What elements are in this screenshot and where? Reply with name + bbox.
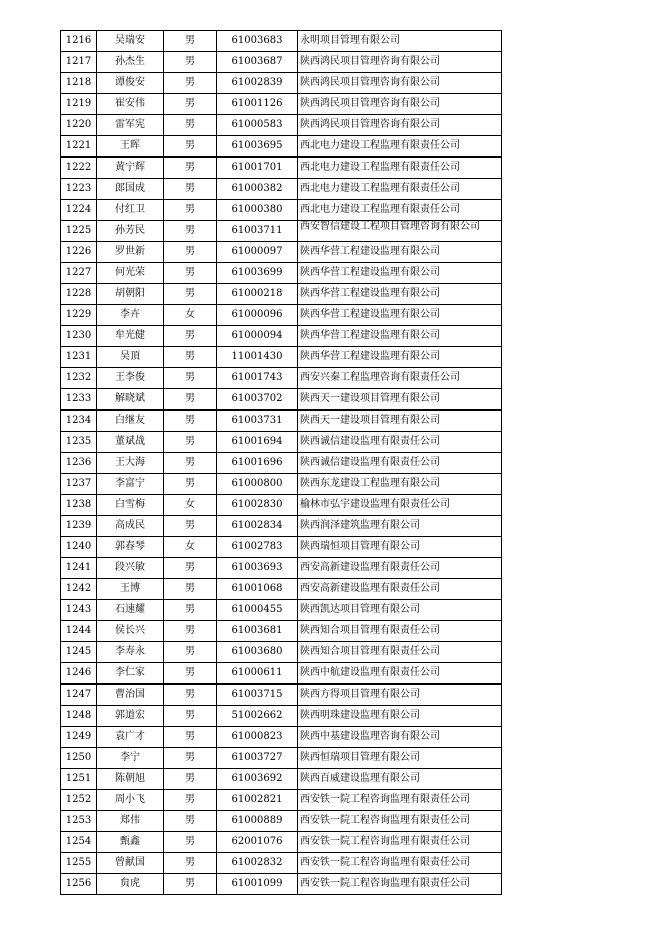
company-name-cell: 陕西润泽建筑监理有限公司 <box>298 516 502 537</box>
gender-cell: 男 <box>164 642 217 663</box>
row-number-cell: 1240 <box>61 537 97 558</box>
gender-cell: 男 <box>164 621 217 642</box>
row-number-cell: 1248 <box>61 706 97 727</box>
person-name-cell: 王李俊 <box>97 368 164 389</box>
certificate-number-cell: 61000800 <box>217 474 298 495</box>
table-row <box>61 579 502 600</box>
person-name-cell: 李宁 <box>97 748 164 769</box>
table-row <box>61 495 502 516</box>
row-number-cell: 1235 <box>61 432 97 453</box>
company-name-cell: 陕西华营工程建设监理有限公司 <box>298 263 502 284</box>
person-name-cell: 陈朝旭 <box>97 769 164 790</box>
company-name-cell: 西安智信建设工程项目管理咨询有限公司 <box>298 221 502 242</box>
gender-cell: 男 <box>164 94 217 115</box>
certificate-number-cell: 61001696 <box>217 453 298 474</box>
gender-cell: 男 <box>164 832 217 853</box>
table-row <box>61 115 502 136</box>
row-number-cell: 1238 <box>61 495 97 516</box>
company-name-cell: 西北电力建设工程监理有限责任公司 <box>298 200 502 221</box>
company-name-cell: 西安高新建设监理有限责任公司 <box>298 558 502 579</box>
certificate-number-cell: 61002832 <box>217 853 298 874</box>
row-number-cell: 1223 <box>61 179 97 200</box>
certificate-number-cell: 61003702 <box>217 389 298 411</box>
certificate-number-cell: 61003693 <box>217 558 298 579</box>
table-row <box>61 73 502 94</box>
company-name-cell: 陕西华营工程建设监理有限公司 <box>298 326 502 347</box>
table-row <box>61 94 502 115</box>
gender-cell: 女 <box>164 495 217 516</box>
certificate-number-cell: 61002783 <box>217 537 298 558</box>
company-name-cell: 西安兴秦工程监理咨询有限责任公司 <box>298 368 502 389</box>
company-name-cell: 陕西天一建设项目管理有限公司 <box>298 389 502 411</box>
gender-cell: 男 <box>164 432 217 453</box>
table-row <box>61 832 502 853</box>
person-name-cell: 付红卫 <box>97 200 164 221</box>
certificate-number-cell: 61002834 <box>217 516 298 537</box>
table-row <box>61 326 502 347</box>
company-name-cell: 陕西华营工程建设监理有限公司 <box>298 347 502 368</box>
company-name-cell: 陕西鸿民项目管理咨询有限公司 <box>298 73 502 94</box>
company-name-cell: 西北电力建设工程监理有限责任公司 <box>298 157 502 179</box>
table-row <box>61 642 502 663</box>
company-name-cell: 永明项目管理有限公司 <box>298 31 502 52</box>
person-name-cell: 崔安伟 <box>97 94 164 115</box>
company-name-cell: 西安铁一院工程咨询监理有限责任公司 <box>298 853 502 874</box>
certificate-number-cell: 61001701 <box>217 157 298 179</box>
table-row <box>61 621 502 642</box>
company-name-cell: 西安高新建设监理有限责任公司 <box>298 579 502 600</box>
gender-cell: 男 <box>164 136 217 158</box>
gender-cell: 男 <box>164 579 217 600</box>
company-name-cell: 西安铁一院工程咨询监理有限责任公司 <box>298 874 502 895</box>
table-body <box>61 31 502 895</box>
row-number-cell: 1227 <box>61 263 97 284</box>
person-name-cell: 甄鑫 <box>97 832 164 853</box>
person-name-cell: 李仁家 <box>97 663 164 685</box>
row-number-cell: 1218 <box>61 73 97 94</box>
person-name-cell: 孙芳民 <box>97 221 164 242</box>
row-number-cell: 1230 <box>61 326 97 347</box>
row-number-cell: 1226 <box>61 242 97 263</box>
gender-cell: 男 <box>164 115 217 136</box>
gender-cell: 男 <box>164 389 217 411</box>
gender-cell: 男 <box>164 179 217 200</box>
certificate-number-cell: 61000889 <box>217 811 298 832</box>
person-name-cell: 胡朝阳 <box>97 284 164 305</box>
company-name-cell: 西北电力建设工程监理有限责任公司 <box>298 136 502 158</box>
person-name-cell: 王大海 <box>97 453 164 474</box>
row-number-cell: 1246 <box>61 663 97 685</box>
company-name-cell: 陕西鸿民项目管理咨询有限公司 <box>298 52 502 73</box>
person-name-cell: 高成民 <box>97 516 164 537</box>
row-number-cell: 1252 <box>61 790 97 811</box>
row-number-cell: 1254 <box>61 832 97 853</box>
certificate-number-cell: 61003695 <box>217 136 298 158</box>
table-row <box>61 389 502 411</box>
gender-cell: 男 <box>164 790 217 811</box>
company-name-cell: 陕西东龙建设工程监理有限公司 <box>298 474 502 495</box>
table-row <box>61 600 502 621</box>
person-name-cell: 吴瑞安 <box>97 31 164 52</box>
gender-cell: 男 <box>164 52 217 73</box>
row-number-cell: 1228 <box>61 284 97 305</box>
certificate-number-cell: 61002830 <box>217 495 298 516</box>
table-row <box>61 874 502 895</box>
table-row <box>61 516 502 537</box>
table-row <box>61 136 502 158</box>
certificate-number-cell: 61000094 <box>217 326 298 347</box>
gender-cell: 女 <box>164 537 217 558</box>
person-name-cell: 吴頂 <box>97 347 164 368</box>
row-number-cell: 1243 <box>61 600 97 621</box>
certificate-number-cell: 61000611 <box>217 663 298 685</box>
gender-cell: 男 <box>164 600 217 621</box>
gender-cell: 男 <box>164 410 217 432</box>
gender-cell: 男 <box>164 326 217 347</box>
table-row <box>61 684 502 706</box>
table-row <box>61 52 502 73</box>
person-name-cell: 郑伟 <box>97 811 164 832</box>
company-name-cell: 西北电力建设工程监理有限责任公司 <box>298 179 502 200</box>
company-name-cell: 陕西知合项目管理有限责任公司 <box>298 642 502 663</box>
certificate-number-cell: 61001743 <box>217 368 298 389</box>
gender-cell: 男 <box>164 684 217 706</box>
person-name-cell: 黄宁辉 <box>97 157 164 179</box>
company-name-cell: 陕西恒瑞项目管理有限公司 <box>298 748 502 769</box>
row-number-cell: 1245 <box>61 642 97 663</box>
gender-cell: 男 <box>164 558 217 579</box>
person-name-cell: 贠虎 <box>97 874 164 895</box>
gender-cell: 男 <box>164 242 217 263</box>
gender-cell: 男 <box>164 853 217 874</box>
gender-cell: 男 <box>164 221 217 242</box>
row-number-cell: 1250 <box>61 748 97 769</box>
gender-cell: 男 <box>164 769 217 790</box>
row-number-cell: 1249 <box>61 727 97 748</box>
company-name-cell: 陕西鸿民项目管理咨询有限公司 <box>298 94 502 115</box>
gender-cell: 男 <box>164 368 217 389</box>
row-number-cell: 1244 <box>61 621 97 642</box>
row-number-cell: 1237 <box>61 474 97 495</box>
certificate-number-cell: 61000380 <box>217 200 298 221</box>
company-name-cell: 陕西华营工程建设监理有限公司 <box>298 242 502 263</box>
person-name-cell: 曾献国 <box>97 853 164 874</box>
person-name-cell: 孙杰生 <box>97 52 164 73</box>
gender-cell: 女 <box>164 305 217 326</box>
gender-cell: 男 <box>164 200 217 221</box>
gender-cell: 男 <box>164 347 217 368</box>
company-name-cell: 西安铁一院工程咨询监理有限责任公司 <box>298 832 502 853</box>
person-name-cell: 董斌战 <box>97 432 164 453</box>
row-number-cell: 1216 <box>61 31 97 52</box>
person-name-cell: 白雪梅 <box>97 495 164 516</box>
certificate-number-cell: 51002662 <box>217 706 298 727</box>
registry-table <box>60 30 502 895</box>
company-name-cell: 陕西明珠建设监理有限公司 <box>298 706 502 727</box>
row-number-cell: 1224 <box>61 200 97 221</box>
row-number-cell: 1231 <box>61 347 97 368</box>
certificate-number-cell: 61001694 <box>217 432 298 453</box>
table-row <box>61 474 502 495</box>
certificate-number-cell: 61000097 <box>217 242 298 263</box>
table-row <box>61 811 502 832</box>
row-number-cell: 1234 <box>61 410 97 432</box>
certificate-number-cell: 11001430 <box>217 347 298 368</box>
row-number-cell: 1242 <box>61 579 97 600</box>
table-row <box>61 410 502 432</box>
table-row <box>61 537 502 558</box>
certificate-number-cell: 61001099 <box>217 874 298 895</box>
person-name-cell: 雷军宪 <box>97 115 164 136</box>
company-name-cell: 陕西华营工程建设监理有限公司 <box>298 305 502 326</box>
row-number-cell: 1253 <box>61 811 97 832</box>
certificate-number-cell: 61000455 <box>217 600 298 621</box>
person-name-cell: 郎国成 <box>97 179 164 200</box>
table-row <box>61 769 502 790</box>
row-number-cell: 1220 <box>61 115 97 136</box>
gender-cell: 男 <box>164 474 217 495</box>
gender-cell: 男 <box>164 453 217 474</box>
row-number-cell: 1221 <box>61 136 97 158</box>
company-name-cell: 陕西凯达项目管理有限公司 <box>298 600 502 621</box>
table-row <box>61 663 502 685</box>
table-row <box>61 200 502 221</box>
person-name-cell: 周小飞 <box>97 790 164 811</box>
certificate-number-cell: 61003715 <box>217 684 298 706</box>
row-number-cell: 1247 <box>61 684 97 706</box>
certificate-number-cell: 61003699 <box>217 263 298 284</box>
row-number-cell: 1241 <box>61 558 97 579</box>
person-name-cell: 解晓斌 <box>97 389 164 411</box>
company-name-cell: 陕西天一建设项目管理有限公司 <box>298 410 502 432</box>
table-row <box>61 368 502 389</box>
person-name-cell: 曹治国 <box>97 684 164 706</box>
person-name-cell: 李富宁 <box>97 474 164 495</box>
certificate-number-cell: 61003683 <box>217 31 298 52</box>
certificate-number-cell: 61003711 <box>217 221 298 242</box>
company-name-cell: 西安铁一院工程咨询监理有限责任公司 <box>298 811 502 832</box>
row-number-cell: 1256 <box>61 874 97 895</box>
table-row <box>61 853 502 874</box>
row-number-cell: 1232 <box>61 368 97 389</box>
table-row <box>61 305 502 326</box>
table-row <box>61 263 502 284</box>
row-number-cell: 1233 <box>61 389 97 411</box>
row-number-cell: 1225 <box>61 221 97 242</box>
person-name-cell: 谭俊安 <box>97 73 164 94</box>
person-name-cell: 牟光健 <box>97 326 164 347</box>
gender-cell: 男 <box>164 284 217 305</box>
row-number-cell: 1236 <box>61 453 97 474</box>
gender-cell: 男 <box>164 663 217 685</box>
person-name-cell: 郭道宏 <box>97 706 164 727</box>
table-row <box>61 727 502 748</box>
person-name-cell: 罗世新 <box>97 242 164 263</box>
table-row <box>61 242 502 263</box>
gender-cell: 男 <box>164 748 217 769</box>
person-name-cell: 侯长兴 <box>97 621 164 642</box>
gender-cell: 男 <box>164 157 217 179</box>
person-name-cell: 白继友 <box>97 410 164 432</box>
company-name-cell: 陕西中基建设监理咨询有限公司 <box>298 727 502 748</box>
gender-cell: 男 <box>164 73 217 94</box>
table-row <box>61 179 502 200</box>
table-row <box>61 558 502 579</box>
table-row <box>61 453 502 474</box>
certificate-number-cell: 61003687 <box>217 52 298 73</box>
person-name-cell: 袁广才 <box>97 727 164 748</box>
certificate-number-cell: 61003680 <box>217 642 298 663</box>
company-name-cell: 陕西诚信建设监理有限责任公司 <box>298 453 502 474</box>
company-name-cell: 陕西中航建设监理有限责任公司 <box>298 663 502 685</box>
certificate-number-cell: 61000218 <box>217 284 298 305</box>
table-row <box>61 432 502 453</box>
certificate-number-cell: 61000096 <box>217 305 298 326</box>
table-row <box>61 31 502 52</box>
company-name-cell: 陕西知合项目管理有限责任公司 <box>298 621 502 642</box>
certificate-number-cell: 61003681 <box>217 621 298 642</box>
gender-cell: 男 <box>164 811 217 832</box>
company-name-cell: 榆林市弘宇建设监理有限责任公司 <box>298 495 502 516</box>
company-name-cell: 陕西华营工程建设监理有限公司 <box>298 284 502 305</box>
row-number-cell: 1217 <box>61 52 97 73</box>
gender-cell: 男 <box>164 727 217 748</box>
person-name-cell: 郭春琴 <box>97 537 164 558</box>
gender-cell: 男 <box>164 263 217 284</box>
person-name-cell: 石速耀 <box>97 600 164 621</box>
table-row <box>61 221 502 242</box>
gender-cell: 男 <box>164 31 217 52</box>
company-name-cell: 陕西瑞恒项目管理有限公司 <box>298 537 502 558</box>
table-row <box>61 284 502 305</box>
certificate-number-cell: 61000382 <box>217 179 298 200</box>
gender-cell: 男 <box>164 706 217 727</box>
company-name-cell: 陕西百威建设监理有限公司 <box>298 769 502 790</box>
gender-cell: 男 <box>164 516 217 537</box>
table-row <box>61 706 502 727</box>
table-row <box>61 748 502 769</box>
row-number-cell: 1251 <box>61 769 97 790</box>
certificate-number-cell: 61003731 <box>217 410 298 432</box>
company-name-cell: 陕西鸿民项目管理咨询有限公司 <box>298 115 502 136</box>
row-number-cell: 1222 <box>61 157 97 179</box>
row-number-cell: 1219 <box>61 94 97 115</box>
person-name-cell: 何光荣 <box>97 263 164 284</box>
company-name-cell: 陕西方得项目管理有限公司 <box>298 684 502 706</box>
person-name-cell: 李卉 <box>97 305 164 326</box>
table-row <box>61 347 502 368</box>
row-number-cell: 1229 <box>61 305 97 326</box>
person-name-cell: 段兴敏 <box>97 558 164 579</box>
certificate-number-cell: 62001076 <box>217 832 298 853</box>
person-name-cell: 李寿永 <box>97 642 164 663</box>
gender-cell: 男 <box>164 874 217 895</box>
certificate-number-cell: 61003727 <box>217 748 298 769</box>
certificate-number-cell: 61002821 <box>217 790 298 811</box>
person-name-cell: 王博 <box>97 579 164 600</box>
certificate-number-cell: 61002839 <box>217 73 298 94</box>
certificate-number-cell: 61001068 <box>217 579 298 600</box>
certificate-number-cell: 61003692 <box>217 769 298 790</box>
person-name-cell: 王晖 <box>97 136 164 158</box>
company-name-cell: 陕西诚信建设监理有限责任公司 <box>298 432 502 453</box>
table-row <box>61 157 502 179</box>
certificate-number-cell: 61000823 <box>217 727 298 748</box>
company-name-cell: 西安铁一院工程咨询监理有限责任公司 <box>298 790 502 811</box>
certificate-number-cell: 61001126 <box>217 94 298 115</box>
table-row <box>61 790 502 811</box>
row-number-cell: 1255 <box>61 853 97 874</box>
certificate-number-cell: 61000583 <box>217 115 298 136</box>
row-number-cell: 1239 <box>61 516 97 537</box>
